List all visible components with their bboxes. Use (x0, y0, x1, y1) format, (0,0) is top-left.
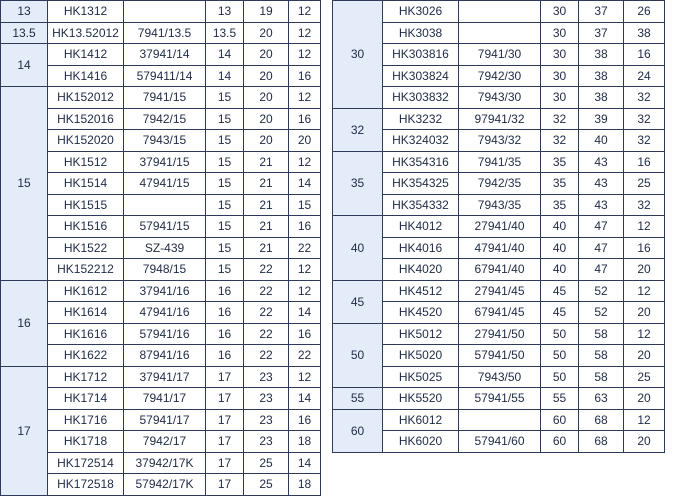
outer-diameter-cell: 43 (579, 194, 624, 216)
part-number-cell: HK5012 (383, 323, 459, 345)
outer-diameter-cell: 25 (244, 474, 289, 496)
reference-code-cell (459, 409, 541, 431)
diameter-group-cell: 14 (1, 44, 48, 87)
width-cell: 32 (624, 194, 665, 216)
width-cell: 16 (624, 151, 665, 173)
outer-diameter-cell: 20 (244, 44, 289, 66)
reference-code-cell: 579411/14 (124, 65, 206, 87)
part-number-cell: HK3038 (383, 22, 459, 44)
inner-diameter-cell: 17 (206, 431, 244, 453)
inner-diameter-cell: 13 (206, 1, 244, 23)
reference-code-cell: 7941/13.5 (124, 22, 206, 44)
inner-diameter-cell: 17 (206, 388, 244, 410)
table-row (1, 237, 321, 259)
reference-code-cell: 7948/15 (124, 259, 206, 281)
table-row (1, 1, 321, 23)
reference-code-cell: 57941/17 (124, 409, 206, 431)
width-cell: 20 (624, 388, 665, 410)
table-row (1, 44, 321, 66)
part-number-cell: HK5020 (383, 345, 459, 367)
width-cell: 14 (289, 302, 321, 324)
part-number-cell: HK1622 (48, 345, 124, 367)
diameter-group-cell: 30 (333, 1, 383, 109)
reference-code-cell: 27941/50 (459, 323, 541, 345)
bearing-spec-table-right (332, 0, 665, 453)
part-number-cell: HK6012 (383, 409, 459, 431)
part-number-cell: HK1614 (48, 302, 124, 324)
reference-code-cell: 27941/40 (459, 216, 541, 238)
width-cell: 12 (289, 87, 321, 109)
reference-code-cell: 7941/17 (124, 388, 206, 410)
outer-diameter-cell: 20 (244, 22, 289, 44)
table-row (333, 87, 665, 109)
part-number-cell: HK3026 (383, 1, 459, 23)
part-number-cell: HK1514 (48, 173, 124, 195)
part-number-cell: HK1712 (48, 366, 124, 388)
table-row (1, 173, 321, 195)
outer-diameter-cell: 21 (244, 194, 289, 216)
reference-code-cell: 37941/15 (124, 151, 206, 173)
width-cell: 16 (289, 65, 321, 87)
part-number-cell: HK354316 (383, 151, 459, 173)
part-number-cell: HK1716 (48, 409, 124, 431)
diameter-group-cell: 13.5 (1, 22, 48, 44)
inner-diameter-cell: 30 (541, 87, 579, 109)
reference-code-cell: 7943/35 (459, 194, 541, 216)
inner-diameter-cell: 50 (541, 366, 579, 388)
table-row (1, 130, 321, 152)
part-number-cell: HK172514 (48, 452, 124, 474)
table-row (333, 259, 665, 281)
width-cell: 24 (624, 65, 665, 87)
table-row (1, 151, 321, 173)
outer-diameter-cell: 58 (579, 345, 624, 367)
outer-diameter-cell: 23 (244, 409, 289, 431)
outer-diameter-cell: 22 (244, 302, 289, 324)
inner-diameter-cell: 40 (541, 259, 579, 281)
inner-diameter-cell: 32 (541, 108, 579, 130)
reference-code-cell (459, 22, 541, 44)
part-number-cell: HK152020 (48, 130, 124, 152)
inner-diameter-cell: 45 (541, 280, 579, 302)
width-cell: 12 (289, 366, 321, 388)
table-row (1, 345, 321, 367)
outer-diameter-cell: 21 (244, 151, 289, 173)
diameter-group-cell: 13 (1, 1, 48, 23)
part-number-cell: HK5025 (383, 366, 459, 388)
part-number-cell: HK152016 (48, 108, 124, 130)
outer-diameter-cell: 63 (579, 388, 624, 410)
inner-diameter-cell: 17 (206, 409, 244, 431)
outer-diameter-cell: 22 (244, 259, 289, 281)
outer-diameter-cell: 20 (244, 65, 289, 87)
inner-diameter-cell: 32 (541, 130, 579, 152)
outer-diameter-cell: 43 (579, 173, 624, 195)
inner-diameter-cell: 14 (206, 44, 244, 66)
width-cell: 32 (624, 87, 665, 109)
reference-code-cell: 57941/50 (459, 345, 541, 367)
part-number-cell: HK3232 (383, 108, 459, 130)
reference-code-cell: 87941/16 (124, 345, 206, 367)
inner-diameter-cell: 15 (206, 87, 244, 109)
reference-code-cell: 7943/30 (459, 87, 541, 109)
table-row (1, 474, 321, 496)
width-cell: 12 (289, 22, 321, 44)
part-number-cell: HK1718 (48, 431, 124, 453)
part-number-cell: HK1714 (48, 388, 124, 410)
part-number-cell: HK4520 (383, 302, 459, 324)
table-row (333, 22, 665, 44)
reference-code-cell: 97941/32 (459, 108, 541, 130)
table-row (1, 323, 321, 345)
part-number-cell: HK324032 (383, 130, 459, 152)
outer-diameter-cell: 21 (244, 216, 289, 238)
reference-code-cell: 7943/15 (124, 130, 206, 152)
reference-code-cell: 47941/40 (459, 237, 541, 259)
inner-diameter-cell: 15 (206, 216, 244, 238)
diameter-group-cell: 55 (333, 388, 383, 410)
table-row (1, 194, 321, 216)
width-cell: 16 (624, 44, 665, 66)
outer-diameter-cell: 47 (579, 237, 624, 259)
width-cell: 12 (289, 259, 321, 281)
outer-diameter-cell: 39 (579, 108, 624, 130)
table-row (333, 323, 665, 345)
width-cell: 14 (289, 173, 321, 195)
outer-diameter-cell: 20 (244, 87, 289, 109)
table-row (333, 237, 665, 259)
width-cell: 25 (624, 173, 665, 195)
outer-diameter-cell: 37 (579, 22, 624, 44)
width-cell: 16 (289, 323, 321, 345)
reference-code-cell: 7942/35 (459, 173, 541, 195)
part-number-cell: HK1612 (48, 280, 124, 302)
inner-diameter-cell: 17 (206, 474, 244, 496)
outer-diameter-cell: 21 (244, 173, 289, 195)
diameter-group-cell: 32 (333, 108, 383, 151)
table-row (333, 1, 665, 23)
outer-diameter-cell: 68 (579, 409, 624, 431)
width-cell: 15 (289, 194, 321, 216)
width-cell: 12 (624, 409, 665, 431)
outer-diameter-cell: 22 (244, 345, 289, 367)
reference-code-cell: 67941/45 (459, 302, 541, 324)
reference-code-cell: 7941/30 (459, 44, 541, 66)
width-cell: 12 (289, 1, 321, 23)
inner-diameter-cell: 15 (206, 237, 244, 259)
outer-diameter-cell: 23 (244, 366, 289, 388)
inner-diameter-cell: 30 (541, 22, 579, 44)
reference-code-cell: 7943/50 (459, 366, 541, 388)
width-cell: 20 (289, 130, 321, 152)
table-row (1, 409, 321, 431)
diameter-group-cell: 60 (333, 409, 383, 452)
reference-code-cell: 7942/17 (124, 431, 206, 453)
outer-diameter-cell: 38 (579, 44, 624, 66)
inner-diameter-cell: 45 (541, 302, 579, 324)
outer-diameter-cell: 47 (579, 259, 624, 281)
inner-diameter-cell: 15 (206, 130, 244, 152)
outer-diameter-cell: 58 (579, 366, 624, 388)
part-number-cell: HK4020 (383, 259, 459, 281)
outer-diameter-cell: 22 (244, 323, 289, 345)
inner-diameter-cell: 35 (541, 151, 579, 173)
part-number-cell: HK5520 (383, 388, 459, 410)
table-row (1, 65, 321, 87)
diameter-group-cell: 45 (333, 280, 383, 323)
outer-diameter-cell: 52 (579, 302, 624, 324)
inner-diameter-cell: 15 (206, 108, 244, 130)
reference-code-cell: 37941/14 (124, 44, 206, 66)
width-cell: 16 (624, 237, 665, 259)
diameter-group-cell: 50 (333, 323, 383, 388)
inner-diameter-cell: 50 (541, 345, 579, 367)
diameter-group-cell: 15 (1, 87, 48, 281)
right-table-body (333, 1, 665, 453)
part-number-cell: HK1312 (48, 1, 124, 23)
width-cell: 12 (624, 280, 665, 302)
table-row (1, 302, 321, 324)
outer-diameter-cell: 20 (244, 130, 289, 152)
part-number-cell: HK172518 (48, 474, 124, 496)
reference-code-cell: 37942/17K (124, 452, 206, 474)
width-cell: 14 (289, 388, 321, 410)
inner-diameter-cell: 50 (541, 323, 579, 345)
inner-diameter-cell: 16 (206, 345, 244, 367)
part-number-cell: HK1522 (48, 237, 124, 259)
reference-code-cell: 7941/15 (124, 87, 206, 109)
part-number-cell: HK303832 (383, 87, 459, 109)
inner-diameter-cell: 16 (206, 302, 244, 324)
table-row (333, 194, 665, 216)
inner-diameter-cell: 15 (206, 173, 244, 195)
table-row (333, 65, 665, 87)
table-row (333, 409, 665, 431)
outer-diameter-cell: 23 (244, 431, 289, 453)
width-cell: 32 (624, 130, 665, 152)
outer-diameter-cell: 23 (244, 388, 289, 410)
outer-diameter-cell: 58 (579, 323, 624, 345)
part-number-cell: HK354332 (383, 194, 459, 216)
reference-code-cell: 7943/32 (459, 130, 541, 152)
width-cell: 12 (289, 151, 321, 173)
width-cell: 16 (289, 108, 321, 130)
width-cell: 12 (289, 44, 321, 66)
inner-diameter-cell: 35 (541, 173, 579, 195)
part-number-cell: HK303824 (383, 65, 459, 87)
width-cell: 38 (624, 22, 665, 44)
table-row (333, 108, 665, 130)
reference-code-cell: 37941/17 (124, 366, 206, 388)
table-row (1, 259, 321, 281)
width-cell: 25 (624, 366, 665, 388)
width-cell: 16 (289, 409, 321, 431)
table-row (1, 87, 321, 109)
table-row (1, 216, 321, 238)
inner-diameter-cell: 30 (541, 1, 579, 23)
inner-diameter-cell: 16 (206, 280, 244, 302)
width-cell: 18 (289, 474, 321, 496)
table-row (333, 280, 665, 302)
part-number-cell: HK1512 (48, 151, 124, 173)
width-cell: 20 (624, 302, 665, 324)
part-number-cell: HK13.52012 (48, 22, 124, 44)
diameter-group-cell: 16 (1, 280, 48, 366)
width-cell: 18 (289, 431, 321, 453)
reference-code-cell (124, 1, 206, 23)
inner-diameter-cell: 15 (206, 151, 244, 173)
table-row (333, 44, 665, 66)
inner-diameter-cell: 16 (206, 323, 244, 345)
table-row (333, 151, 665, 173)
table-row (333, 345, 665, 367)
inner-diameter-cell: 17 (206, 452, 244, 474)
width-cell: 20 (624, 431, 665, 453)
inner-diameter-cell: 30 (541, 44, 579, 66)
reference-code-cell: 57942/17K (124, 474, 206, 496)
part-number-cell: HK4512 (383, 280, 459, 302)
outer-diameter-cell: 20 (244, 108, 289, 130)
outer-diameter-cell: 47 (579, 216, 624, 238)
inner-diameter-cell: 14 (206, 65, 244, 87)
outer-diameter-cell: 22 (244, 280, 289, 302)
reference-code-cell: 47941/16 (124, 302, 206, 324)
table-row (333, 302, 665, 324)
inner-diameter-cell: 40 (541, 237, 579, 259)
part-number-cell: HK4016 (383, 237, 459, 259)
outer-diameter-cell: 38 (579, 87, 624, 109)
table-row (1, 431, 321, 453)
width-cell: 32 (624, 108, 665, 130)
part-number-cell: HK152212 (48, 259, 124, 281)
inner-diameter-cell: 30 (541, 65, 579, 87)
part-number-cell: HK354325 (383, 173, 459, 195)
table-row (1, 22, 321, 44)
reference-code-cell (124, 194, 206, 216)
table-row (333, 173, 665, 195)
inner-diameter-cell: 60 (541, 431, 579, 453)
inner-diameter-cell: 35 (541, 194, 579, 216)
reference-code-cell: 27941/45 (459, 280, 541, 302)
outer-diameter-cell: 37 (579, 1, 624, 23)
table-row (1, 388, 321, 410)
inner-diameter-cell: 15 (206, 194, 244, 216)
reference-code-cell: 67941/40 (459, 259, 541, 281)
part-number-cell: HK1516 (48, 216, 124, 238)
table-row (1, 452, 321, 474)
reference-code-cell: 7942/30 (459, 65, 541, 87)
width-cell: 26 (624, 1, 665, 23)
table-row (333, 366, 665, 388)
table-row (1, 108, 321, 130)
table-row (1, 280, 321, 302)
outer-diameter-cell: 52 (579, 280, 624, 302)
width-cell: 12 (624, 323, 665, 345)
reference-code-cell: 57941/15 (124, 216, 206, 238)
table-row (333, 216, 665, 238)
reference-code-cell: 7941/35 (459, 151, 541, 173)
part-number-cell: HK1416 (48, 65, 124, 87)
inner-diameter-cell: 13.5 (206, 22, 244, 44)
width-cell: 20 (624, 345, 665, 367)
reference-code-cell: 7942/15 (124, 108, 206, 130)
table-row (333, 388, 665, 410)
reference-code-cell: 37941/16 (124, 280, 206, 302)
part-number-cell: HK6020 (383, 431, 459, 453)
table-row (1, 366, 321, 388)
width-cell: 14 (289, 452, 321, 474)
inner-diameter-cell: 15 (206, 259, 244, 281)
diameter-group-cell: 17 (1, 366, 48, 495)
diameter-group-cell: 35 (333, 151, 383, 216)
reference-code-cell: 57941/55 (459, 388, 541, 410)
outer-diameter-cell: 40 (579, 130, 624, 152)
width-cell: 12 (289, 280, 321, 302)
outer-diameter-cell: 19 (244, 1, 289, 23)
width-cell: 16 (289, 216, 321, 238)
outer-diameter-cell: 38 (579, 65, 624, 87)
outer-diameter-cell: 68 (579, 431, 624, 453)
part-number-cell: HK4012 (383, 216, 459, 238)
width-cell: 12 (624, 216, 665, 238)
table-row (333, 130, 665, 152)
inner-diameter-cell: 60 (541, 409, 579, 431)
reference-code-cell (459, 1, 541, 23)
width-cell: 22 (289, 345, 321, 367)
part-number-cell: HK1412 (48, 44, 124, 66)
part-number-cell: HK152012 (48, 87, 124, 109)
part-number-cell: HK1616 (48, 323, 124, 345)
table-row (333, 431, 665, 453)
outer-diameter-cell: 25 (244, 452, 289, 474)
reference-code-cell: SZ-439 (124, 237, 206, 259)
inner-diameter-cell: 17 (206, 366, 244, 388)
part-number-cell: HK303816 (383, 44, 459, 66)
part-number-cell: HK1515 (48, 194, 124, 216)
bearing-spec-table-left (0, 0, 321, 496)
diameter-group-cell: 40 (333, 216, 383, 281)
width-cell: 20 (624, 259, 665, 281)
left-table-body (1, 1, 321, 496)
reference-code-cell: 47941/15 (124, 173, 206, 195)
reference-code-cell: 57941/60 (459, 431, 541, 453)
inner-diameter-cell: 55 (541, 388, 579, 410)
width-cell: 22 (289, 237, 321, 259)
outer-diameter-cell: 43 (579, 151, 624, 173)
outer-diameter-cell: 21 (244, 237, 289, 259)
inner-diameter-cell: 40 (541, 216, 579, 238)
reference-code-cell: 57941/16 (124, 323, 206, 345)
